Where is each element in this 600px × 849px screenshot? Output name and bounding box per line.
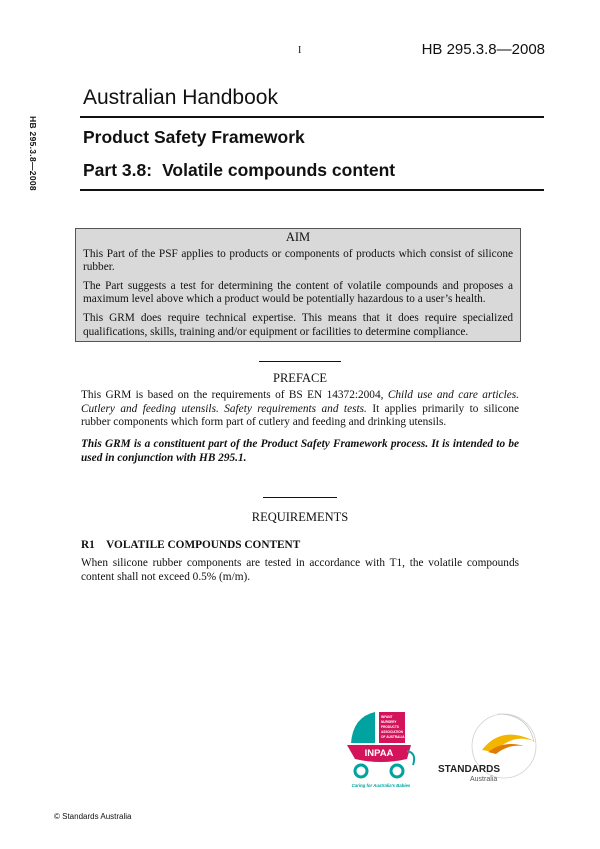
aim-paragraph: This Part of the PSF applies to products or components of products which consist of silicone rubber.	[83, 247, 513, 274]
title-bottom-rule	[80, 189, 544, 191]
svg-text:ASSOCIATION: ASSOCIATION	[381, 730, 403, 734]
standard-title: Child use and care articles. Cutlery and feeding utensils. Safety requirements and tests.	[81, 389, 519, 415]
framework-title: Product Safety Framework	[83, 127, 305, 147]
preface-text: This GRM is based on the requirements of BS EN 14372:2004,	[81, 389, 388, 401]
part-number: Part 3.8:	[83, 160, 153, 180]
svg-text:NURSERY: NURSERY	[381, 720, 397, 724]
svg-text:OF AUSTRALIA: OF AUSTRALIA	[381, 735, 405, 739]
aim-heading: AIM	[285, 230, 311, 244]
page-number: I	[298, 45, 302, 56]
requirements-rule	[263, 497, 337, 498]
side-document-id: HB 295.3.8—2008	[28, 116, 38, 191]
r1-heading: R1 VOLATILE COMPOUNDS CONTENT	[81, 539, 301, 551]
preface-text: It applies primarily to silicone rubber components which form part of cutlery and feeding and drinking utensils.	[81, 402, 519, 429]
preface-note: This GRM is a constituent part of the Product Safety Framework process. It is intended to be used in conjunction with HB 295.1.	[81, 438, 519, 464]
standards-wordmark: STANDARDS	[438, 764, 501, 775]
svg-text:INFANT: INFANT	[381, 715, 393, 719]
part-title	[83, 160, 395, 181]
part-name: Volatile compounds content	[162, 160, 396, 180]
inpaa-wordmark: INPAA	[364, 748, 394, 759]
requirements-heading: REQUIREMENTS	[251, 510, 349, 524]
preface-paragraph	[81, 389, 519, 430]
preface-heading: PREFACE	[273, 371, 327, 385]
aim-paragraph: The Part suggests a test for determining the content of volatile compounds and proposes a maximum level above which a product would be potentially hazardous to a user’s health.	[83, 279, 513, 306]
aim-paragraph: This GRM does require technical expertise. This means that it does require specialized qualifications, skills, training and/or equipment or facilities to determine compliance.	[83, 311, 513, 338]
handbook-title: Australian Handbook	[83, 86, 278, 109]
document-id: HB 295.3.8—2008	[421, 41, 545, 58]
standards-australia-wordmark: Australia	[470, 776, 498, 783]
preface-rule	[259, 361, 341, 362]
aim-box	[75, 228, 521, 342]
inpaa-tagline: Caring for Australia's Babies	[351, 783, 411, 788]
standards-australia-logo	[438, 708, 546, 788]
r1-text: When silicone rubber components are tested in accordance with T1, the volatile compounds content shall not exceed 0.5% (m/m).	[81, 557, 519, 583]
inpaa-logo	[343, 709, 420, 790]
copyright-footer: © Standards Australia	[54, 812, 132, 821]
svg-text:PRODUCTS: PRODUCTS	[381, 725, 399, 729]
title-top-rule	[80, 116, 544, 118]
